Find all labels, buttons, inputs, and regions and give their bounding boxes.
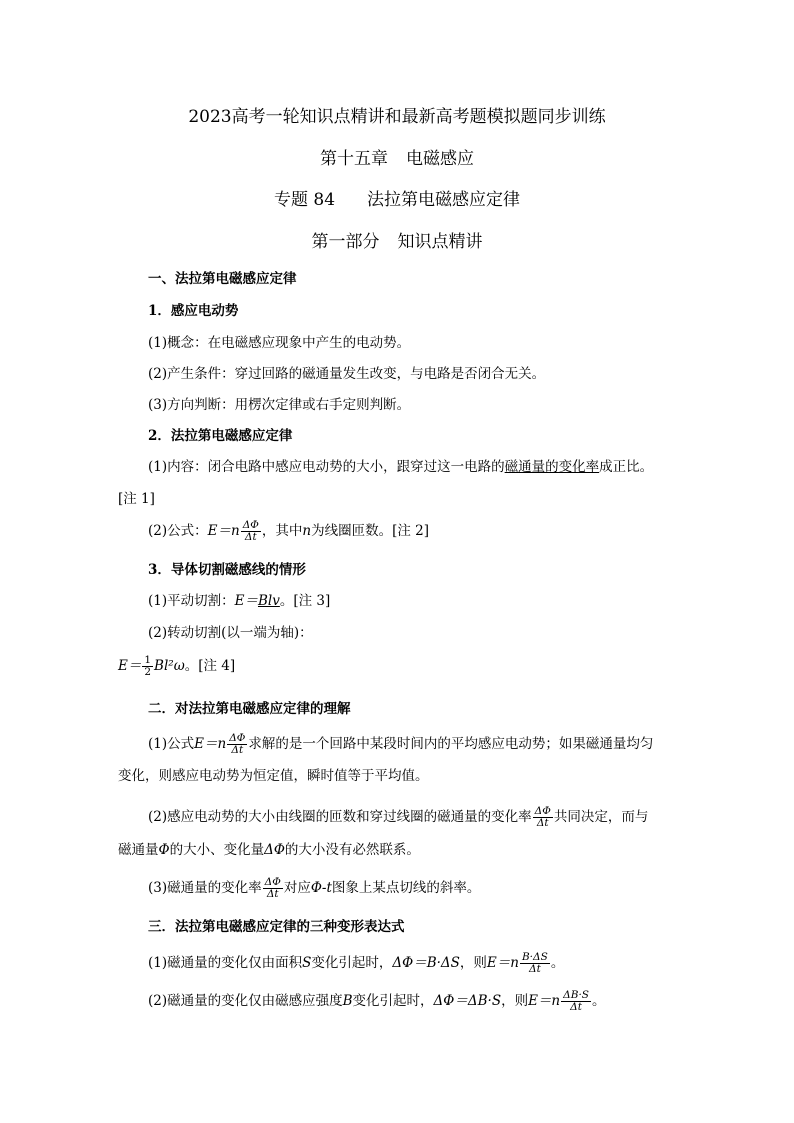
fraction-numerator: 1 [144, 654, 152, 666]
section-heading-1: 一、法拉第电磁感应定律 [148, 271, 297, 287]
fraction [263, 877, 283, 900]
formula: ΔΦ＝ΔB·S [433, 993, 502, 1009]
paragraph-continuation: 变化，则感应电动势为恒定值，瞬时值等于平均值。 [118, 768, 429, 784]
text-span: 的大小、变化量 [169, 842, 265, 858]
fraction-numerator: B·ΔS [521, 951, 548, 963]
text-span: 。[注 4] [184, 658, 236, 674]
topic-title [0, 189, 794, 211]
fraction-numerator: ΔΦ [264, 876, 281, 888]
paragraph [148, 806, 678, 829]
paragraph: (1)概念：在电磁感应现象中产生的电动势。 [148, 335, 411, 351]
text-span: (1)公式 [148, 736, 195, 752]
fraction-denominator: 2 [144, 666, 152, 678]
paragraph [148, 458, 678, 476]
variable: ΔΦ [264, 842, 285, 858]
part-number: 第一部分 [311, 232, 380, 252]
chapter-number: 第十五章 [320, 149, 388, 169]
formula-line [118, 655, 648, 678]
paragraph [148, 990, 678, 1013]
fraction-numerator: ΔΦ [242, 519, 259, 531]
chapter-title [0, 148, 794, 170]
fraction-numerator: ΔΦ [229, 732, 246, 744]
text-span: 。 [591, 993, 606, 1009]
text-span: (1)磁通量的变化仅由面积 [148, 955, 303, 971]
text-span: 变化引起时， [352, 993, 434, 1009]
fraction [520, 952, 550, 975]
subheading-emf: 1．感应电动势 [148, 303, 239, 319]
paragraph [148, 592, 678, 610]
paragraph [148, 952, 678, 975]
paragraph: (2)产生条件：穿过回路的磁通量发生改变，与电路是否闭合无关。 [148, 366, 546, 382]
paragraph-continuation [118, 841, 648, 859]
fraction [561, 990, 591, 1013]
text-span: (3)磁通量的变化率 [148, 880, 262, 896]
fraction [241, 520, 261, 543]
topic-number: 专题 84 [273, 190, 336, 210]
text-span: (1)内容：闭合电路中感应电动势的大小，跟穿过这一电路的 [148, 459, 505, 475]
section-heading-3: 三．法拉第电磁感应定律的三种变形表达式 [148, 919, 405, 935]
text-span: ，则 [459, 955, 487, 971]
text-span: 对应 [283, 880, 311, 896]
variable: n [302, 523, 312, 539]
topic-name: 法拉第电磁感应定律 [367, 190, 521, 210]
fraction [533, 806, 553, 829]
paragraph [148, 733, 678, 756]
formula: E＝n [207, 523, 240, 539]
variable: S [302, 955, 312, 971]
note-ref: [注 1] [118, 491, 155, 507]
variable: B [342, 993, 353, 1009]
fraction-denominator: Δt [263, 888, 283, 900]
part-title [0, 231, 794, 253]
text-span: 变化引起时， [311, 955, 393, 971]
fraction-numerator: ΔΦ [534, 805, 551, 817]
text-span: 的大小没有必然联系。 [284, 842, 420, 858]
section-heading-2: 二．对法拉第电磁感应定律的理解 [148, 701, 351, 717]
formula: E＝n [528, 993, 561, 1009]
paragraph-formula [148, 520, 678, 543]
variable: Φ [158, 842, 170, 858]
text-span: 求解的是一个回路中某段时间内的平均感应电动势；如果磁通量均匀 [248, 736, 654, 752]
text-span: ，其中 [261, 523, 303, 539]
text-span: (2)磁通量的变化仅由磁感应强度 [148, 993, 343, 1009]
formula: Bl²ω [154, 658, 185, 674]
underlined-term: 磁通量的变化率 [504, 459, 600, 475]
text-span: 。 [550, 955, 565, 971]
paragraph [148, 877, 678, 900]
text-span: (1)平动切割： [148, 593, 235, 609]
part-name: 知识点精讲 [397, 232, 483, 252]
variable: Φ-t [310, 880, 332, 896]
doc-title: 2023高考一轮知识点精讲和最新高考题模拟题同步训练 [188, 107, 606, 127]
formula: E＝n [194, 736, 227, 752]
formula: E＝ [118, 658, 142, 674]
fraction-denominator: Δt [533, 817, 553, 829]
fraction [227, 733, 247, 756]
formula: ΔΦ＝B·ΔS [392, 955, 460, 971]
text-span: (2)公式： [148, 523, 208, 539]
text-span: 磁通量 [118, 842, 159, 858]
fraction [142, 655, 153, 678]
text-span: ，则 [501, 993, 529, 1009]
fraction-denominator: Δt [561, 1001, 591, 1013]
text-span: 。[注 3] [279, 593, 331, 609]
fraction-denominator: Δt [520, 963, 550, 975]
fraction-numerator: ΔB·S [563, 989, 589, 1001]
subheading-faraday-law: 2．法拉第电磁感应定律 [148, 428, 293, 444]
formula: E＝ [234, 593, 258, 609]
text-span: 成正比。 [599, 459, 654, 475]
text-span: 共同决定，而与 [553, 809, 649, 825]
paragraph: (2)转动切割(以一端为轴)： [148, 625, 313, 641]
text-span: 图象上某点切线的斜率。 [331, 880, 481, 896]
fraction-denominator: Δt [241, 531, 261, 543]
subheading-cutting: 3．导体切割磁感线的情形 [148, 562, 306, 578]
text-span: 为线圈匝数。[注 2] [311, 523, 430, 539]
formula: E＝n [486, 955, 519, 971]
fraction-denominator: Δt [227, 744, 247, 756]
underlined-formula: Blv [257, 593, 280, 609]
paragraph: (3)方向判断：用楞次定律或右手定则判断。 [148, 397, 411, 413]
chapter-name: 电磁感应 [406, 149, 474, 169]
text-span: (2)感应电动势的大小由线圈的匝数和穿过线圈的磁通量的变化率 [148, 809, 532, 825]
